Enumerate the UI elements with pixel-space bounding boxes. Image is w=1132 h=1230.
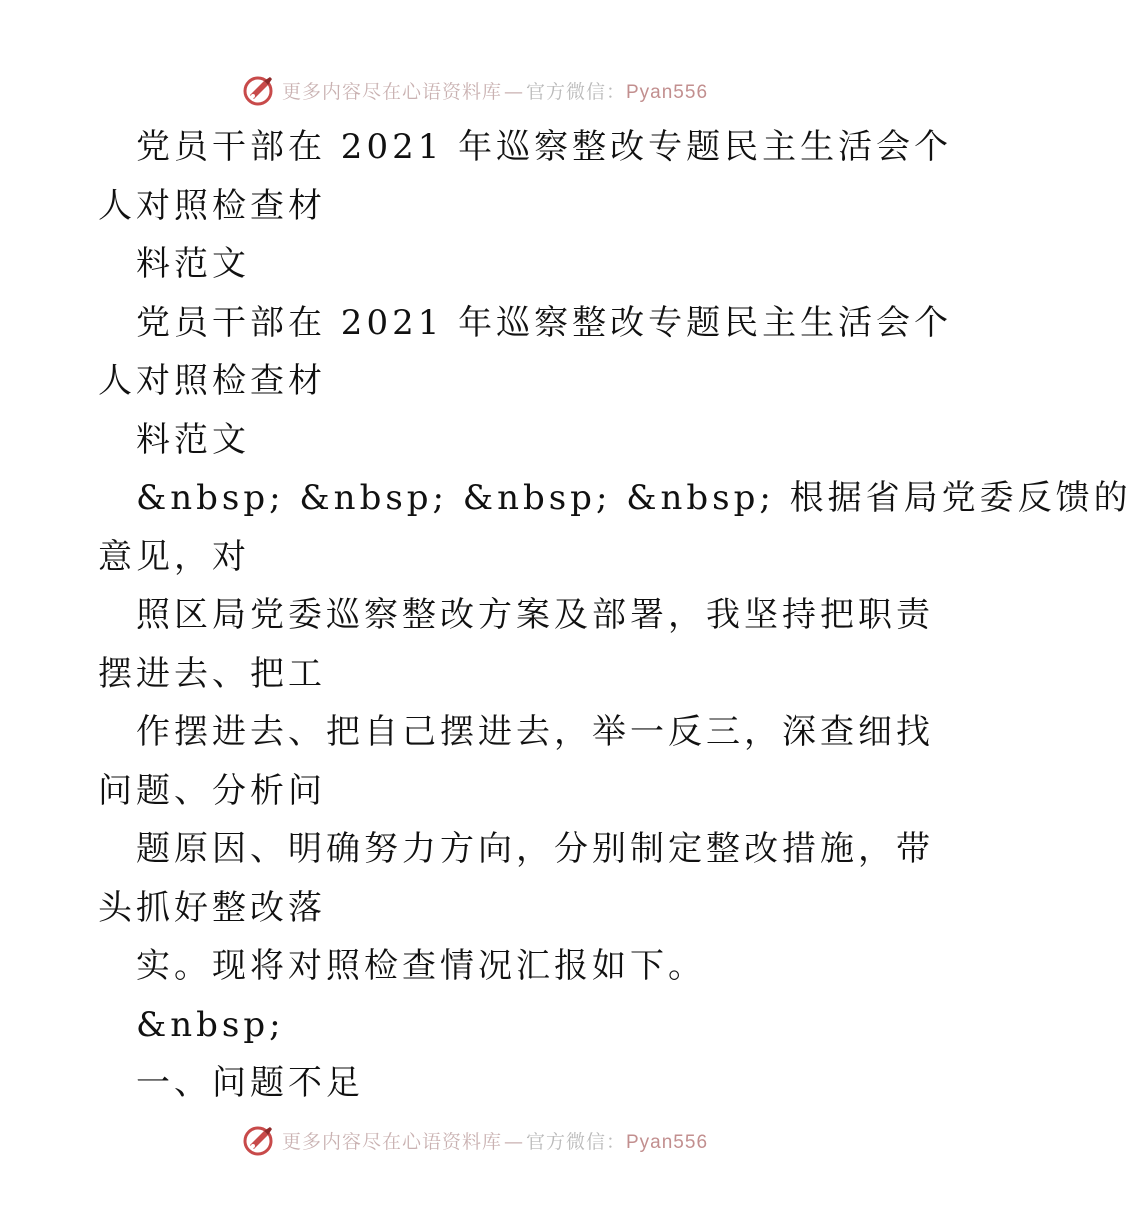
text-line-12: 问题、分析问 xyxy=(98,770,326,811)
text-line-8: 意见，对 xyxy=(98,536,250,577)
text-line-6: 料范文 xyxy=(136,419,250,460)
header-site-name: 更多内容尽在心语资料库 xyxy=(281,80,502,103)
header-dash: — xyxy=(503,80,524,103)
text-line-11: 作摆进去、把自己摆进去，举一反三，深查细找 xyxy=(136,712,934,752)
header-banner-text xyxy=(282,77,708,104)
text-line-15: 实。现将对照检查情况汇报如下。 xyxy=(136,946,706,986)
text-line-2: 人对照检查材 xyxy=(98,185,326,226)
text-line-9: 照区局党委巡察整改方案及部署，我坚持把职责 xyxy=(136,595,934,635)
text-line-13: 题原因、明确努力方向，分别制定整改措施，带 xyxy=(136,829,934,869)
footer-banner xyxy=(0,1120,950,1160)
footer-dash: — xyxy=(503,1130,524,1153)
text-line-4: 党员干部在 2021 年巡察整改专题民主生活会个 xyxy=(136,302,953,343)
footer-wechat-id: Pyan556 xyxy=(626,1131,709,1153)
header-wechat-id: Pyan556 xyxy=(626,81,709,103)
document-body xyxy=(98,118,1132,1113)
pen-logo-icon xyxy=(242,1123,276,1157)
text-line-3: 料范文 xyxy=(136,244,250,284)
text-line-16: &nbsp; xyxy=(136,1004,285,1045)
pen-logo-icon xyxy=(242,73,276,107)
text-line-17: 一、问题不足 xyxy=(136,1063,364,1103)
footer-wechat-label: 官方微信： xyxy=(525,1130,626,1153)
text-line-7: &nbsp; &nbsp; &nbsp; &nbsp; 根据省局党委反馈的 xyxy=(136,478,1132,518)
footer-site-name: 更多内容尽在心语资料库 xyxy=(281,1130,502,1153)
text-line-1: 党员干部在 2021 年巡察整改专题民主生活会个 xyxy=(136,127,953,167)
header-banner xyxy=(0,70,950,110)
text-line-10: 摆进去、把工 xyxy=(98,653,326,694)
text-line-14: 头抓好整改落 xyxy=(98,887,326,928)
header-wechat-label: 官方微信： xyxy=(525,80,626,103)
footer-banner-text xyxy=(282,1127,708,1154)
text-line-5: 人对照检查材 xyxy=(98,361,326,401)
